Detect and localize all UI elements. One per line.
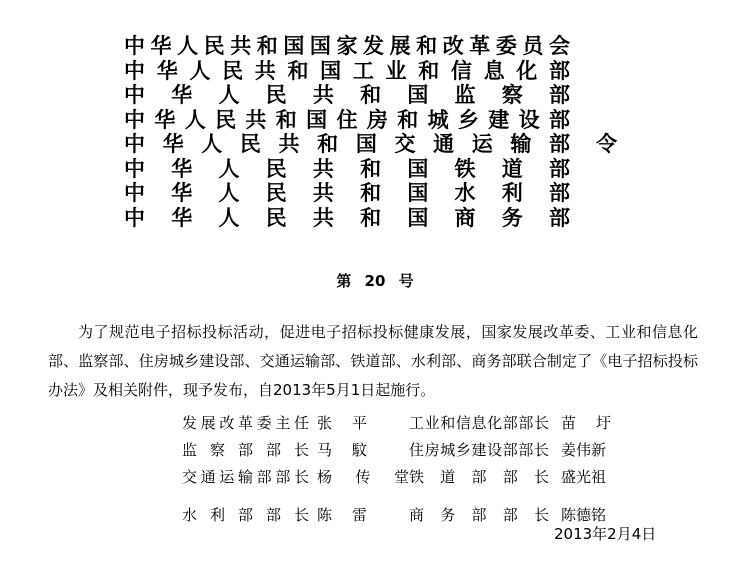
signatory-title: 商务部部长 xyxy=(409,506,549,524)
issuer-railways: 中华人民共和国铁道部 xyxy=(124,156,570,181)
issuer-ndrc: 中华人民共和国国家发展和改革委员会 xyxy=(124,34,570,58)
signatory-title: 水利部部长 xyxy=(182,506,309,524)
issuer-supervision: 中华人民共和国监察部 xyxy=(124,83,570,107)
issuer-housing: 中华人民共和国住房和城乡建设部 xyxy=(124,107,570,132)
signatory-title: 发展改革委主任 xyxy=(182,414,309,432)
signatory-row xyxy=(182,464,611,491)
signatory-name: 杨传堂 xyxy=(317,468,409,486)
signatory-row xyxy=(182,410,611,437)
signatory-name: 马馼 xyxy=(317,441,367,459)
issuer-miit: 中华人民共和国工业和信息化部 xyxy=(124,58,570,83)
signatory-title: 铁道部部长 xyxy=(409,468,549,486)
issuer-commerce: 中华人民共和国商务部 xyxy=(124,205,570,230)
signatory-name: 张平 xyxy=(317,414,367,432)
signatory-title: 工业和信息化部部长 xyxy=(409,414,549,432)
signatories xyxy=(182,410,611,529)
signatory-row xyxy=(182,502,611,529)
signatory-title: 住房城乡建设部部长 xyxy=(409,441,549,459)
issuer-water: 中华人民共和国水利部 xyxy=(124,181,570,205)
signatory-name: 盛光祖 xyxy=(561,468,607,486)
body-paragraph: 为了规范电子招标投标活动，促进电子招标投标健康发展，国家发展改革委、工业和信息化部、监察部、住房城乡建设部、交通运输部、铁道部、水利部、商务部联合制定了《电子招标投标办法》及相关附件，现予发布，自2013年5月1日起施行。 xyxy=(48,323,698,399)
signatory-row xyxy=(182,437,611,464)
issue-date: 2013年2月4日 xyxy=(554,525,657,543)
signatory-name: 陈德铭 xyxy=(561,506,607,524)
signatory-title: 交通运输部部长 xyxy=(182,468,309,486)
signatory-title: 监察部部长 xyxy=(182,441,309,459)
signatory-name: 陈雷 xyxy=(317,506,367,524)
signatory-name: 姜伟新 xyxy=(561,441,607,459)
issuing-authorities xyxy=(124,34,570,230)
order-number: 第 20 号 xyxy=(336,272,414,290)
order-body xyxy=(48,318,698,405)
signatory-name: 苗圩 xyxy=(561,414,611,432)
issuer-transport: 中华人民共和国交通运输部 xyxy=(124,132,570,156)
order-word: 令 xyxy=(596,131,617,156)
